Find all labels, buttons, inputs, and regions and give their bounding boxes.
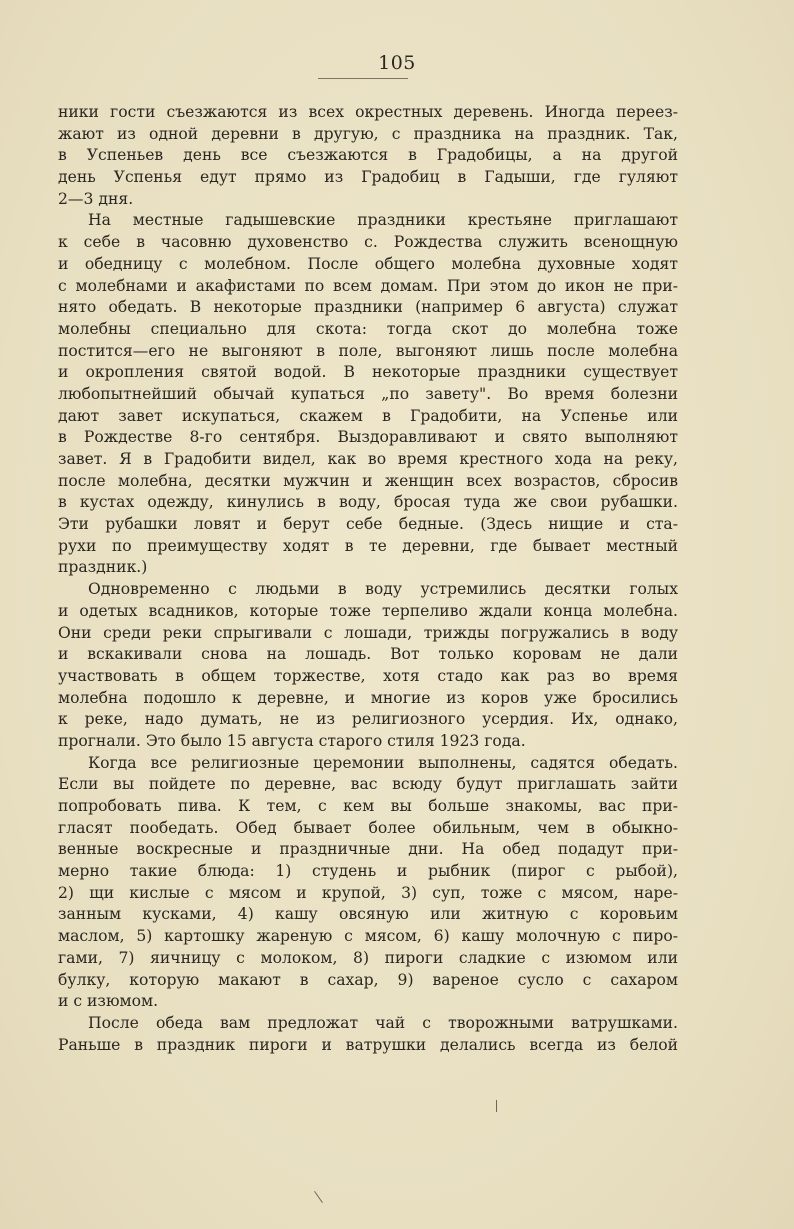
text-line: Раньше в праздник пироги и ватрушки делались всегда из белой [58,1035,678,1054]
text-line: прогнали. Это было 15 августа старого стиля 1923 года. [58,731,526,750]
text-line: булку, которую макают в сахар, 9) вареное сусло с сахаром [58,970,678,989]
text-line: 2) щи кислые с мясом и крупой, 3) суп, тоже с мясом, наре- [58,883,678,902]
text-line: жают из одной деревни в другую, с праздника на праздник. Так, [58,124,678,143]
text-line: Когда все религиозные церемонии выполнены, садятся обедать. [88,753,678,772]
text-line: и окропления святой водой. В некоторые праздники существует [58,363,678,382]
page-number: 105 [378,52,416,74]
text-line: после молебна, десятки мужчин и женщин всех возрастов, сбросив [58,471,678,490]
text-line: ники гости съезжаются из всех окрестных деревень. Иногда переез- [58,103,678,121]
text-line: праздник.) [58,558,148,577]
text-line: занным кусками, 4) кашу овсяную или житную с коровьим [58,905,678,924]
text-line: постится—его не выгоняют в поле, выгоняют лишь после молебна [58,341,678,360]
text-line: Если вы пойдете по деревне, вас всюду будут приглашать зайти [58,775,678,794]
text-line: дают завет искупаться, скажем в Градобити, на Успенье или [58,406,678,425]
text-line: Одновременно с людьми в воду устремились десятки голых [88,580,678,599]
text-line: 2—3 дня. [58,189,134,208]
text-line: нято обедать. В некоторые праздники (например 6 августа) служат [58,298,678,317]
text-line: молебна подошло к деревне, и многие из коров уже бросились [58,688,678,707]
text-line: к себе в часовню духовенство с. Рождества служить всенощную [58,233,678,252]
text-line: Эти рубашки ловят и берут себе бедные. (Здесь нищие и ста- [58,515,678,534]
text-line: в кустах одежду, кинулись в воду, бросая туда же свои рубашки. [58,493,678,512]
text-line: участвовать в общем торжестве, хотя стадо как раз во время [58,666,678,685]
text-line: мерно такие блюда: 1) студень и рыбник (пирог с рыбой), [58,862,678,881]
text-line: любопытнейший обычай купаться „по завету". Во время болезни [58,384,678,403]
paper-mark [314,1191,323,1203]
text-line: попробовать пива. К тем, с кем вы больше знакомы, вас при- [58,797,678,815]
text-line: и вскакивали снова на лошадь. Вот только коровам не дали [58,645,678,664]
text-line: маслом, 5) картошку жареную с мясом, 6) кашу молочную с пиро- [58,927,678,946]
paper-mark [496,1100,497,1112]
text-line: Они среди реки спрыгивали с лошади, трижды погружались в воду [58,623,678,642]
header-rule [318,78,408,79]
text-line: и с изюмом. [58,992,159,1011]
text-line: в Успеньев день все съезжаются в Градобицы, а на другой [58,146,678,165]
text-line: с молебнами и акафистами по всем домам. При этом до икон не при- [58,276,678,295]
text-line: венные воскресные и праздничные дни. На обед подадут при- [58,840,678,859]
text-line: и одетых всадников, которые тоже терпеливо ждали конца молебна. [58,601,678,620]
text-line: в Рождестве 8-го сентября. Выздоравливают и свято выполняют [58,428,678,447]
text-line: На местные гадышевские праздники крестьяне приглашают [88,211,678,230]
text-line: После обеда вам предложат чай с творожными ватрушками. [88,1013,678,1032]
text-line: и обедницу с молебном. После общего молебна духовные ходят [58,254,678,273]
text-line: рухи по преимуществу ходят в те деревни, где бывает местный [58,536,678,555]
text-line: день Успенья едут прямо из Градобиц в Гадыши, где гуляют [58,168,678,187]
text-line: завет. Я в Градобити видел, как во время крестного хода на реку, [58,450,678,468]
body-text [58,102,678,1056]
text-line: молебны специально для скота: тогда скот до молебна тоже [58,319,678,338]
text-line: гласят пообедать. Обед бывает более обильным, чем в обыкно- [58,818,678,837]
text-line: к реке, надо думать, не из религиозного усердия. Их, однако, [58,710,678,729]
text-line: гами, 7) яичницу с молоком, 8) пироги сладкие с изюмом или [58,948,678,967]
